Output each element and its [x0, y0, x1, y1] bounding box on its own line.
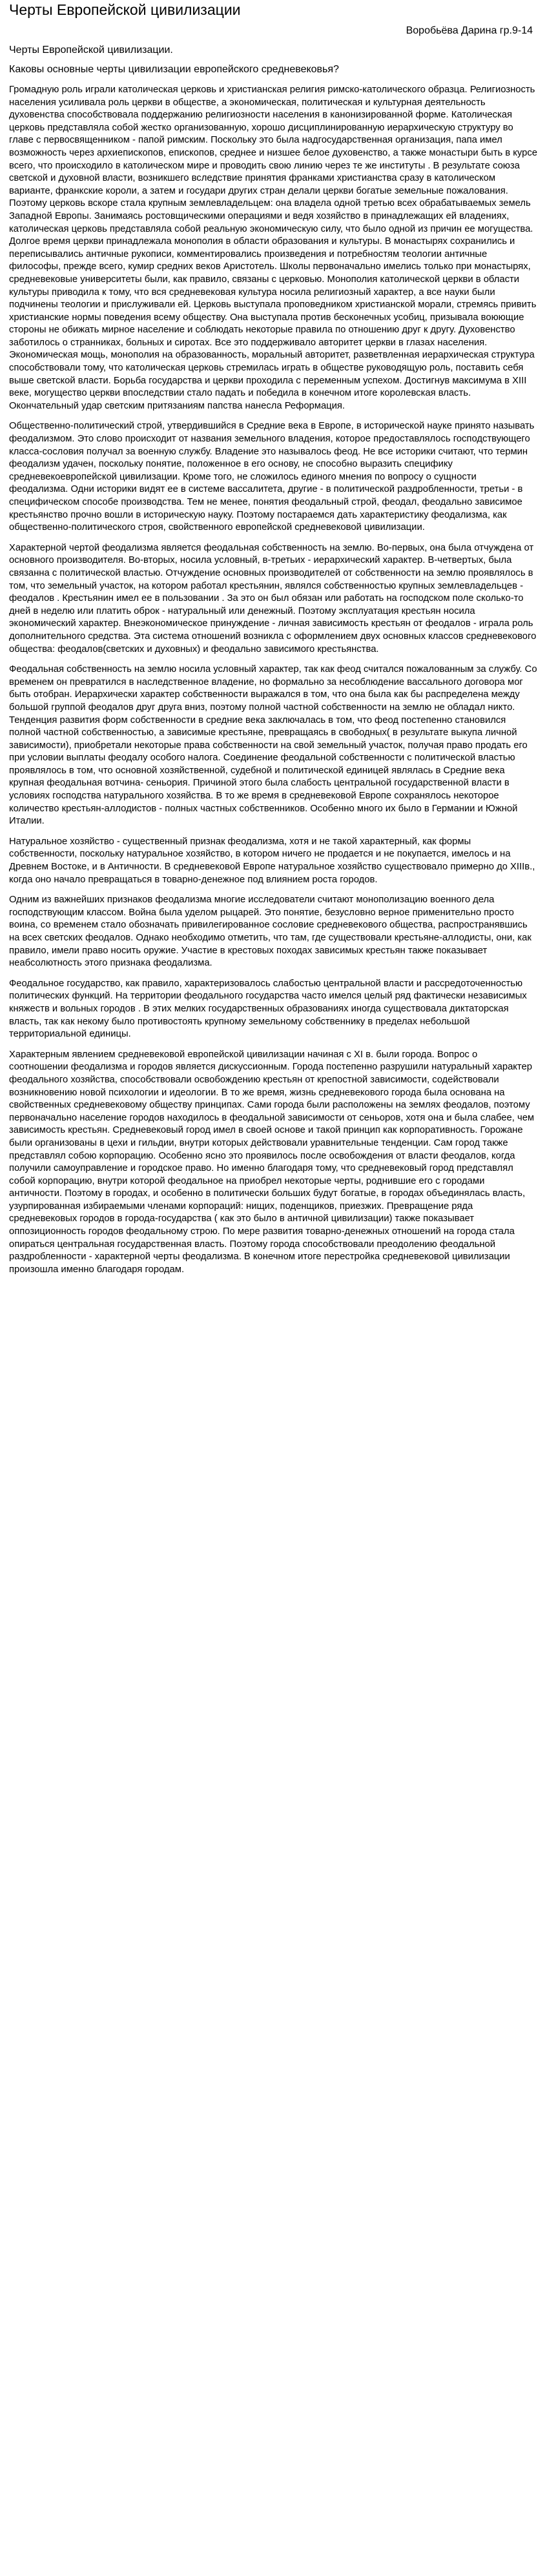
- paragraph-natural-economy: Натуральное хозяйство - существенный признак феодализма, хотя и не такой характерный, как формы собственности, поскольку натуральное хозяйство, в котором ничего не продается и не покупается, имелось и на Древнем Востоке, и в Античности. В средневековой Европе натуральное хозяйство существовало примерно до XIIIв., когда оно начало превращаться в товарно-денежное под влиянием роста городов.: [9, 836, 535, 885]
- document-title: Черты Европейской цивилизации: [9, 1, 241, 18]
- paragraph-land-ownership: Характерной чертой феодализма является феодальная собственность на землю. Во-первых, она была отчуждена от основного производителя. Во-вторых, носила условный, в-третьих - иерархический характер. В-четвертых, была связанна с политической властью. Отчуждение основных производителей от собственности на землю проявлялось в том, что земельный участок, на котором работал крестьянин, являлся собственностью крупных землевладельцев - феодалов . Крестьянин имел ее в пользовании . За это он был обязан или работать на господском поле сколько-то дней в неделю или платить оброк - натуральный или денежный. Поэтому эксплуатация крестьян носила экономический характер. Внеэкономическое принуждение - личная зависимость крестьян от феодалов - играла роль дополнительного средства. Эта система отношений возникла с оформлением двух основных классов средневекового общества: феодалов(светских и духовных) и феодально зависимого крестьянства.: [9, 542, 537, 654]
- document-question: Каковы основные черты цивилизации европейского средневековья?: [9, 64, 339, 75]
- paragraph-feudalism-definition: Общественно-политический строй, утвердившийся в Средние века в Европе, в исторической науке принято называть феодализмом. Это слово происходит от названия земельного владения, которое предоставлялось господствующего класса-сословия получал за военную службу. Владение это называлось феод. Не все историки считают, что термин феодализм удачен, поскольку понятие, положенное в его основу, не способно выразить специфику средневекоевропейской цивилизации. Кроме того, не сложилось единого мнения по вопросу о сущности феодализма. Одни историки видят ее в системе вассалитета, другие - в политической раздробленности, третьи - в специфическом способе производства. Тем не менее, понятия феодальный строй, феодал, феодально зависимое крестьянство прочно вошли в историческую науку. Поэтому постараемся дать характеристику феодализма, как общественно-политического строя, свойственного европейской средневековой цивилизации.: [9, 421, 535, 533]
- paragraph-church: Громадную роль играли католическая церковь и христианская религия римско-католического образца. Религиозность населения усиливала роль церкви в обществе, а экономическая, политическая и культурная деятельность духовенства способствовала поддержанию религиозности населения в канонизированной форме. Католическая церковь представляла собой жестко организованную, хорошо дисциплинированную иерархическую структуру во главе с первосвященником - папой римским. Поскольку это была надгосударственная организация, папа имел возможность через архиепископов, епископов, среднее и низшее белое духовенство, а также монастыри быть в курсе всего, что происходило в католическом мире и проводить свою линию через те же институты . В результате союза светской и духовной власти, возникшего вследствие принятия франками христианства сразу в католическом варианте, франкские короли, а затем и государи других стран делали церкви богатые земельные пожалования. Поэтому церковь вскоре стала крупным землевладельцем: она владела одной третью всех обрабатываемых земель Западной Европы. Занимаясь ростовщическими операциями и ведя хозяйство в принадлежащих ей владениях, католическая церковь представляла собой реальную экономическую силу, что было одной из причин ее могущества. Долгое время церкви принадлежала монополия в области образования и культуры. В монастырях сохранились и переписывались античные рукописи, комментировались произведения и потребностям теологии античные философы, прежде всего, кумир средних веков Аристотель. Школы первоначально имелись только при монастырях, средневековые университеты были, как правило, связаны с церковью. Монополия католической церкви в области культуры приводила к тому, что вся средневековая культура носила религиозный характер, а все науки были подчинены теологии и прислуживали ей. Церковь выступала проповедником христианской морали, стремясь привить христианские нормы поведения всему обществу. Она выступала против бесконечных усобиц, призывала воюющие стороны не обижать мирное население и соблюдать некоторые правила по отношению друг к другу. Духовенство заботилось о странниках, больных и сиротах. Все это поддерживало авторитет церкви в глазах населения. Экономическая мощь, монополия на образованность, моральный авторитет, разветвленная иерархическая структура способствовали тому, что католическая церковь стремилась играть в обществе руководящую роль, поставить себя выше светской власти. Борьба государства и церкви проходила с переменным успехом. Достигнув максимума в XIII веке, могущество церкви впоследствии стало падать и победила в конечном итоге королевская власть. Окончательный удар светским притязаниям папства нанесла Реформация.: [9, 85, 537, 411]
- paragraph-feudal-state: Феодальное государство, как правило, характеризовалось слабостью центральной власти и рассредоточенностью политических функций. На территории феодального государства часто имелся целый ряд фактически независимых княжеств и вольных городов . В этих мелких государственных образованиях иногда существовала диктаторская власть, так как некому было противостоять крупному земельному собственнику в пределах небольшой территориальной единицы.: [9, 978, 527, 1040]
- author-line: Воробьёва Дарина гр.9-14: [406, 25, 533, 36]
- paragraph-cities: Характерным явлением средневековой европейской цивилизации начиная с XI в. были города. Вопрос о соотношении феодализма и городов является дискуссионным. Города постепенно разрушили натуральный характер феодального хозяйства, способствовали освобождению крестьян от крепостной зависимости, содействовали возникновению новой психологии и идеологии. В то же время, жизнь средневекового города была основана на свойственных средневековому обществу принципах. Сами города были расположены на землях феодалов, поэтому первоначально население городов находилось в феодальной зависимости от сеньоров, хотя она и была слабее, чем зависимость крестьян. Средневековый город имел в своей основе и такой принцип как корпоративность. Горожане были организованы в цехи и гильдии, внутри которых действовали уравнительные тенденции. Сам город также представлял собою корпорацию. Особенно ясно это проявилось после освобождения от власти феодалов, когда получили самоуправление и городское право. Но именно благодаря тому, что средневековый город представлял собой корпорацию, внутри которой феодальное на приобрел некоторые черты, роднившие его с городами античности. Поэтому в городах, и особенно в политически больших будут богатые, в городах объединялась власть, узурпированная избираемыми членами корпораций: нищих, поденщиков, приезжих. Превращение ряда средневековых городов в города-государства ( как это было в античной цивилизации) также показывает оппозиционность городов феодальному строю. По мере развития товарно-денежных отношений на города стала опираться центральная государственная власть. Поэтому города способствовали преодолению феодальной раздробленности - характерной черты феодализма. В конечном итоге перестройка средневековой цивилизации произошла именно благодаря городам.: [9, 1049, 535, 1275]
- paragraph-military: Одним из важнейших признаков феодализма многие исследователи считают монополизацию военного дела господствующим классом. Война была уделом рыцарей. Это понятие, безусловно верное применительно просто воина, со временем стало обозначать привилегированное сословие средневекового общества, распространявшись на всех светских феодалов. Однако необходимо отметить, что там, где существовали крестьяне-аллодисты, они, как правило, имели право носить оружие. Участие в крестовых походах зависимых крестьян также показывает неабсолютность этого признака феодализма.: [9, 895, 532, 969]
- paragraph-conditional-ownership: Феодальная собственность на землю носила условный характер, так как феод считался пожалованным за службу. Со временем он превратился в наследственное владение, но формально за несоблюдение вассального договора мог быть отобран. Иерархически характер собственности выражался в том, что она была как бы распределена между большой группой феодалов друг друга вниз, поэтому полной частной собственности на землю не обладал никто. Тенденция развития форм собственности в средние века заключалась в том, что феод постепенно становился полной частной собственностью, а зависимые крестьяне, превращаясь в свободных( в результате выкупа личной зависимости), приобретали некоторые права собственности на свой земельный участок, получая право продать его при условии выплаты феодалу особого налога. Соединение феодальной собственности с политической властью проявлялось в том, что основной хозяйственной, судебной и политической единицей являлась в Средние века крупная феодальная вотчина- сеньория. Причиной этого была слабость центральной государственной власти в условиях господства натурального хозяйства. В то же время в средневековой Европе сохранялось некоторое количество крестьян-аллодистов - полных частных собственников. Особенно много их было в Германии и Южной Италии.: [9, 664, 537, 827]
- document-subtitle: Черты Европейской цивилизации.: [9, 45, 173, 56]
